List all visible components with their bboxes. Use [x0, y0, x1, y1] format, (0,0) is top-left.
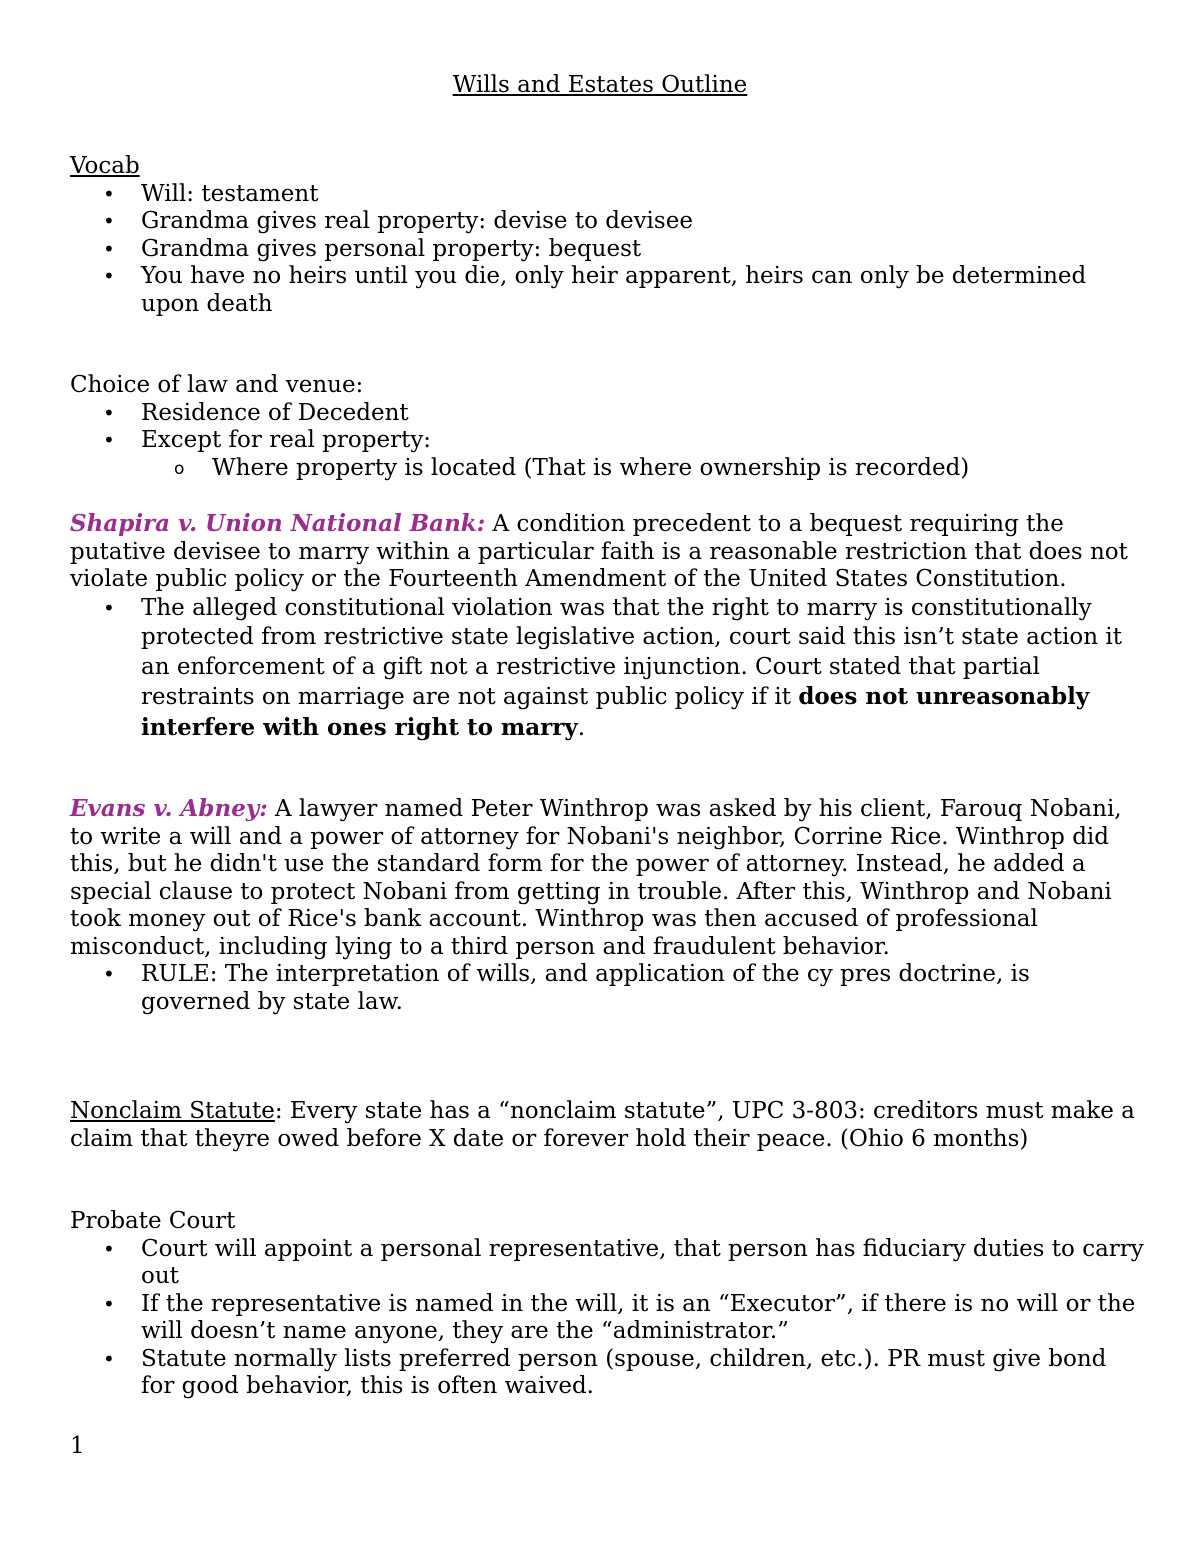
list-item: • Grandma gives real property: devise to devisee	[70, 208, 1145, 236]
list-item: • Will: testament	[70, 181, 1145, 209]
vocab-list	[70, 181, 1145, 319]
nonclaim-paragraph	[70, 1098, 1145, 1153]
case-name-evans: Evans v. Abney:	[70, 795, 268, 822]
choice-of-law-section	[70, 372, 1145, 482]
choice-list	[70, 400, 1145, 483]
list-item: • Statute normally lists preferred person (spouse, children, etc.). PR must give bond for good behavior, this is often waived.	[70, 1346, 1145, 1401]
vocab-section	[70, 153, 1145, 318]
nonclaim-heading: Nonclaim Statute	[70, 1098, 275, 1124]
shapira-paragraph	[70, 510, 1145, 594]
document-title: Wills and Estates Outline	[452, 72, 748, 98]
list-item: • You have no heirs until you die, only heir apparent, heirs can only be determined upon death	[70, 263, 1145, 318]
probate-list	[70, 1236, 1145, 1401]
probate-heading: Probate Court	[70, 1208, 236, 1234]
list-item: • Grandma gives personal property: bequest	[70, 236, 1145, 264]
vocab-heading: Vocab	[70, 153, 140, 179]
shapira-text: A condition precedent to a bequest requiring the putative devisee to marry within a particular faith is a reasonable restriction that does not violate public policy or the Fourteenth Amendment of the United States Constitution.	[70, 511, 1128, 592]
evans-list	[70, 961, 1145, 1016]
list-item	[70, 594, 1145, 744]
list-item: • Court will appoint a personal representative, that person has fiduciary duties to carry out	[70, 1236, 1145, 1291]
evans-paragraph	[70, 795, 1145, 961]
shapira-bullet-end: .	[577, 714, 586, 741]
shapira-case-section	[70, 510, 1145, 743]
list-item: • Except for real property:	[70, 427, 1145, 455]
evans-text: A lawyer named Peter Winthrop was asked by his client, Farouq Nobani, to write a will and a power of attorney for Nobani's neighbor, Corrine Rice. Winthrop did this, but he didn't use the standard form for the power of attorney. Instead, he added a special clause to protect Nobani from getting in trouble. After this, Winthrop and Nobani took money out of Rice's bank account. Winthrop was then accused of professional misconduct, including lying to a third person and fraudulent behavior.	[70, 796, 1122, 960]
evans-case-section	[70, 795, 1145, 1016]
case-name-shapira: Shapira v. Union National Bank:	[70, 510, 486, 537]
shapira-bullet-text: The alleged constitutional violation was that the right to marry is constitutionally protected from restrictive state legislative action, court said this isn’t state action it an enforcement of a gift not a restrictive injunction. Court stated that partial restraints on marriage are not against public policy if it	[141, 594, 1122, 710]
probate-section	[70, 1208, 1145, 1401]
page-number: 1	[70, 1433, 85, 1459]
list-item: • RULE: The interpretation of wills, and application of the cy pres doctrine, is governed by state law.	[70, 961, 1145, 1016]
shapira-bullet-bold: does not unreasonably interfere with ones right to marry	[141, 683, 1090, 741]
nonclaim-section	[70, 1098, 1145, 1153]
list-item: • If the representative is named in the will, it is an “Executor”, if there is no will or the will doesn’t name anyone, they are the “administrator.”	[70, 1291, 1145, 1346]
shapira-list	[70, 594, 1145, 744]
list-item: • Residence of Decedent	[70, 400, 1145, 428]
sub-list-item: o Where property is located (That is where ownership is recorded)	[70, 455, 1145, 483]
choice-heading: Choice of law and venue:	[70, 372, 364, 398]
nonclaim-text: : Every state has a “nonclaim statute”, UPC 3-803: creditors must make a claim that theyre owed before X date or forever hold their peace. (Ohio 6 months)	[70, 1098, 1135, 1152]
